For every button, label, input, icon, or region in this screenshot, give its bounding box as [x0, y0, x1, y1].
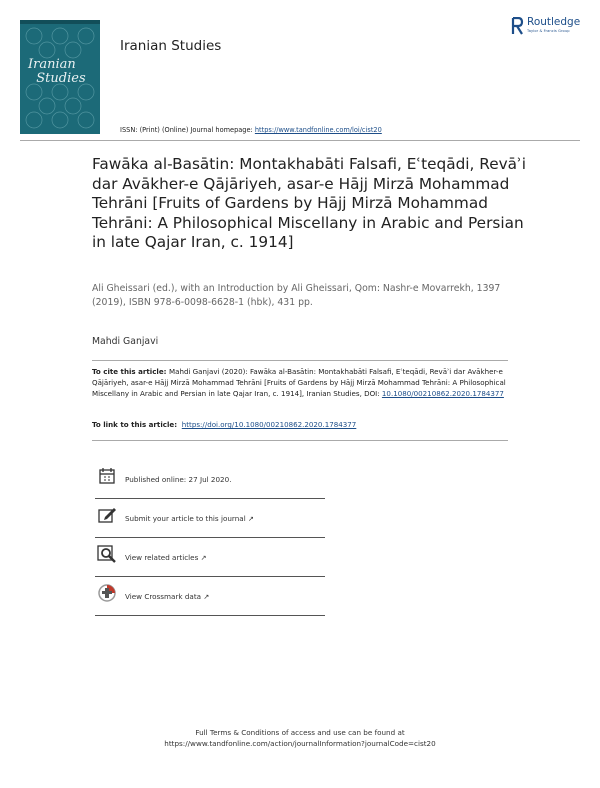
publisher-tagline: Taylor & Francis Group — [527, 29, 570, 33]
publisher-brand: Routledge — [527, 16, 581, 28]
doi-link[interactable]: 10.1080/00210862.2020.1784377 — [381, 389, 504, 398]
footer-journal-info-link[interactable]: https://www.tandfonline.com/action/journalInformation?journalCode=cist20 — [164, 739, 436, 748]
crossmark-icon — [97, 583, 117, 603]
article-title: Fawāka al-Basātin: Montakhabāti Falsafi, Eʿteqādi, Revāʾi dar Avākher-e Qājāriyeh, asar-e Hājj Mirzā Mohammad Tehrāni [Fruits of Gardens by Hājj Mirzā Mohammad Tehrāni: A Philosophical Miscellany in Arabic and Persian in late Qajar Iran, c. 1914] — [92, 155, 526, 252]
reviewed-work: Ali Gheissari (ed.), with an Introduction by Ali Gheissari, Qom: Nashr-e Movarrekh, 1397 (2019), ISBN 978-6-0098-6628-1 (hbk), 431 pp. — [92, 283, 501, 308]
calendar-icon — [97, 466, 117, 486]
crossmark-row[interactable] — [95, 577, 325, 616]
edit-icon — [97, 505, 117, 525]
related-articles-link[interactable] — [125, 553, 207, 562]
routledge-logo-icon — [511, 17, 524, 35]
footer-terms-text: Full Terms & Conditions of access and use can be found at — [195, 728, 405, 737]
to-cite-block — [92, 366, 508, 399]
published-online-label: Published online: 27 Jul 2020. — [125, 475, 232, 484]
publisher-logo[interactable] — [511, 16, 591, 38]
to-link-label: To link to this article: — [92, 420, 180, 429]
citation-divider — [92, 360, 508, 361]
crossmark-link[interactable] — [125, 592, 209, 601]
related-articles-label: View related articles — [125, 553, 199, 562]
external-link-icon: ↗ — [200, 554, 207, 562]
article-links — [95, 460, 325, 616]
cover-title-line-1: Iranian — [28, 57, 76, 72]
issn-prefix: ISSN: (Print) (Online) Journal homepage: — [120, 126, 255, 134]
external-link-icon: ↗ — [203, 593, 210, 601]
header-divider — [20, 140, 580, 141]
issn-line — [120, 126, 382, 134]
submit-article-link[interactable] — [125, 514, 254, 523]
author-name: Mahdi Ganjavi — [92, 336, 159, 347]
cover-title-line-2: Studies — [36, 71, 86, 86]
submit-article-label: Submit your article to this journal — [125, 514, 246, 523]
footer — [100, 727, 500, 749]
to-link-block — [92, 420, 356, 429]
journal-name[interactable]: Iranian Studies — [120, 38, 222, 54]
to-cite-label: To cite this article: — [92, 367, 169, 376]
submit-article-row[interactable] — [95, 499, 325, 538]
external-link-icon: ↗ — [248, 515, 254, 523]
to-cite-text: Mahdi Ganjavi (2020): Fawāka al-Basātin: Montakhabāti Falsafi, Eʿteqādi, Revāʾi dar Avākher-e Qājāriyeh, asar-e Hājj Mirzā Mohammad Tehrāni [Fruits of Gardens by Hājj Mirzā Mohammad Tehrāni: A Philosophical Miscellany in Arabic and Persian in late Qajar Iran, c. 1914], Iranian Studies, DOI: — [92, 367, 506, 398]
cover-title — [28, 58, 86, 86]
related-articles-row[interactable] — [95, 538, 325, 577]
journal-homepage-link[interactable]: https://www.tandfonline.com/loi/cist20 — [254, 126, 382, 134]
search-icon — [97, 544, 117, 564]
links-divider — [92, 440, 508, 441]
published-online-row — [95, 460, 325, 499]
doi-url-link[interactable]: https://doi.org/10.1080/00210862.2020.1784377 — [181, 420, 357, 429]
crossmark-label: View Crossmark data — [125, 592, 202, 601]
journal-cover — [20, 20, 100, 134]
